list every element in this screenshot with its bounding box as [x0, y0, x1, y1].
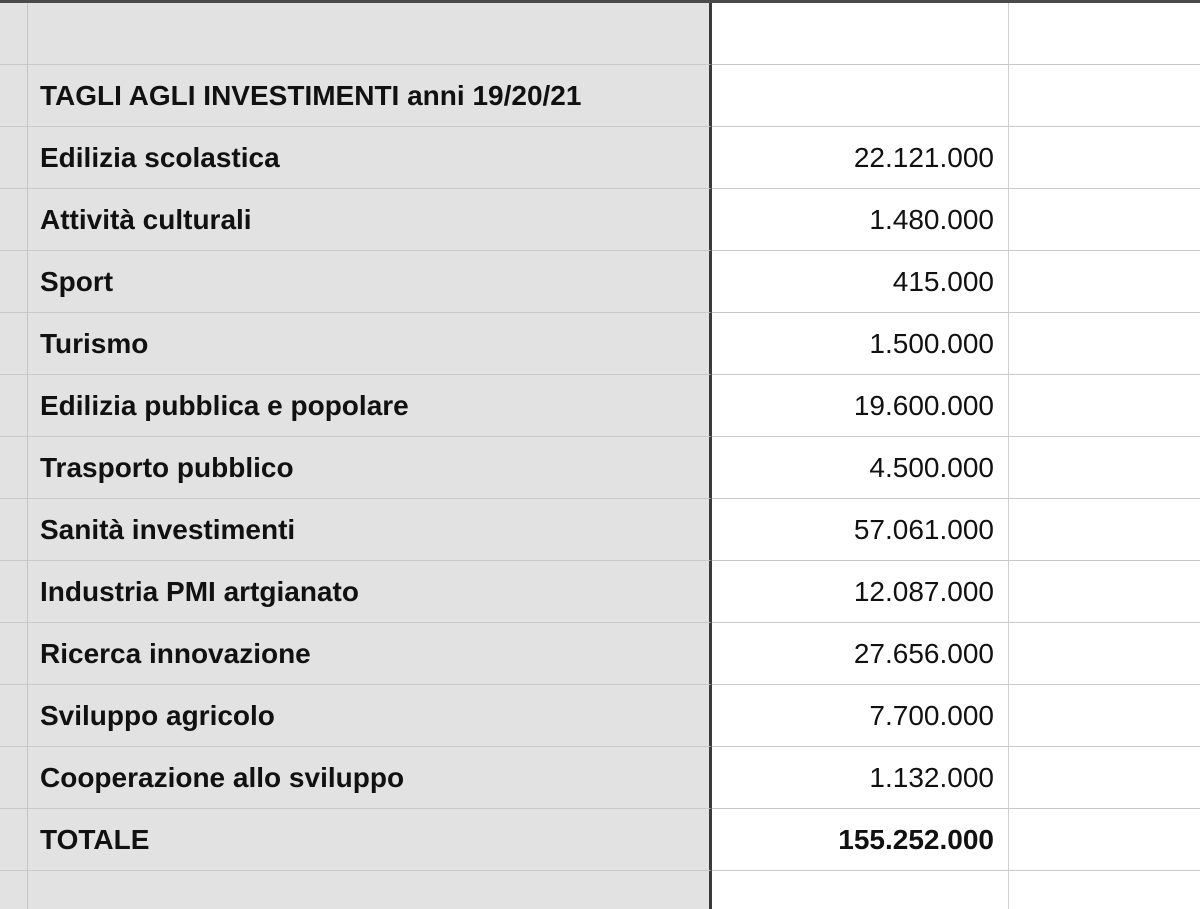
value-cell[interactable]: 1.480.000 [712, 189, 1009, 251]
empty-cell[interactable] [1009, 871, 1200, 909]
row-header-cell[interactable] [0, 3, 28, 65]
table-row [0, 437, 1200, 499]
empty-cell[interactable] [1009, 189, 1200, 251]
empty-cell[interactable] [1009, 3, 1200, 65]
table-row [0, 313, 1200, 375]
table-row [0, 251, 1200, 313]
row-header-cell[interactable] [0, 65, 28, 127]
row-header-cell[interactable] [0, 499, 28, 561]
row-header-cell[interactable] [0, 747, 28, 809]
label-cell[interactable]: Ricerca innovazione [28, 623, 712, 685]
row-header-cell[interactable] [0, 127, 28, 189]
value-cell[interactable] [712, 65, 1009, 127]
empty-cell[interactable] [1009, 499, 1200, 561]
label-cell[interactable]: Sanità investimenti [28, 499, 712, 561]
value-cell[interactable]: 1.132.000 [712, 747, 1009, 809]
row-header-cell[interactable] [0, 561, 28, 623]
total-label[interactable]: TOTALE [28, 809, 712, 871]
empty-cell[interactable] [1009, 685, 1200, 747]
table-title-row [0, 65, 1200, 127]
row-header-cell[interactable] [0, 251, 28, 313]
row-header-cell[interactable] [0, 623, 28, 685]
value-cell[interactable]: 12.087.000 [712, 561, 1009, 623]
empty-cell[interactable] [1009, 561, 1200, 623]
label-cell[interactable]: Attività culturali [28, 189, 712, 251]
row-header-cell[interactable] [0, 685, 28, 747]
row-header-cell[interactable] [0, 809, 28, 871]
empty-cell[interactable] [1009, 747, 1200, 809]
table-row [0, 189, 1200, 251]
empty-cell[interactable] [1009, 313, 1200, 375]
value-cell[interactable]: 27.656.000 [712, 623, 1009, 685]
empty-cell[interactable] [1009, 127, 1200, 189]
label-cell[interactable] [28, 871, 712, 909]
table-row [0, 685, 1200, 747]
value-cell[interactable] [712, 3, 1009, 65]
value-cell[interactable]: 4.500.000 [712, 437, 1009, 499]
table-row [0, 623, 1200, 685]
value-cell[interactable]: 1.500.000 [712, 313, 1009, 375]
row-header-cell[interactable] [0, 189, 28, 251]
row-header-cell[interactable] [0, 313, 28, 375]
value-cell[interactable]: 415.000 [712, 251, 1009, 313]
table-row [0, 499, 1200, 561]
label-cell[interactable] [28, 3, 712, 65]
label-cell[interactable]: Turismo [28, 313, 712, 375]
row-header-cell[interactable] [0, 871, 28, 909]
value-cell[interactable]: 19.600.000 [712, 375, 1009, 437]
label-cell[interactable]: Sviluppo agricolo [28, 685, 712, 747]
value-cell[interactable]: 22.121.000 [712, 127, 1009, 189]
empty-cell[interactable] [1009, 375, 1200, 437]
table-row [0, 127, 1200, 189]
label-cell[interactable]: Sport [28, 251, 712, 313]
table-row [0, 561, 1200, 623]
value-cell[interactable] [712, 871, 1009, 909]
label-cell[interactable]: Industria PMI artgianato [28, 561, 712, 623]
label-cell[interactable]: Edilizia scolastica [28, 127, 712, 189]
total-row [0, 809, 1200, 871]
row-header-cell[interactable] [0, 375, 28, 437]
table-row [0, 375, 1200, 437]
value-cell[interactable]: 7.700.000 [712, 685, 1009, 747]
table-title[interactable]: TAGLI AGLI INVESTIMENTI anni 19/20/21 [28, 65, 712, 127]
label-cell[interactable]: Trasporto pubblico [28, 437, 712, 499]
value-cell[interactable]: 57.061.000 [712, 499, 1009, 561]
empty-cell[interactable] [1009, 65, 1200, 127]
table-row [0, 3, 1200, 65]
empty-cell[interactable] [1009, 251, 1200, 313]
table-row [0, 747, 1200, 809]
row-header-cell[interactable] [0, 437, 28, 499]
empty-cell[interactable] [1009, 623, 1200, 685]
label-cell[interactable]: Cooperazione allo sviluppo [28, 747, 712, 809]
total-value[interactable]: 155.252.000 [712, 809, 1009, 871]
empty-cell[interactable] [1009, 809, 1200, 871]
empty-cell[interactable] [1009, 437, 1200, 499]
table-row [0, 871, 1200, 909]
label-cell[interactable]: Edilizia pubblica e popolare [28, 375, 712, 437]
